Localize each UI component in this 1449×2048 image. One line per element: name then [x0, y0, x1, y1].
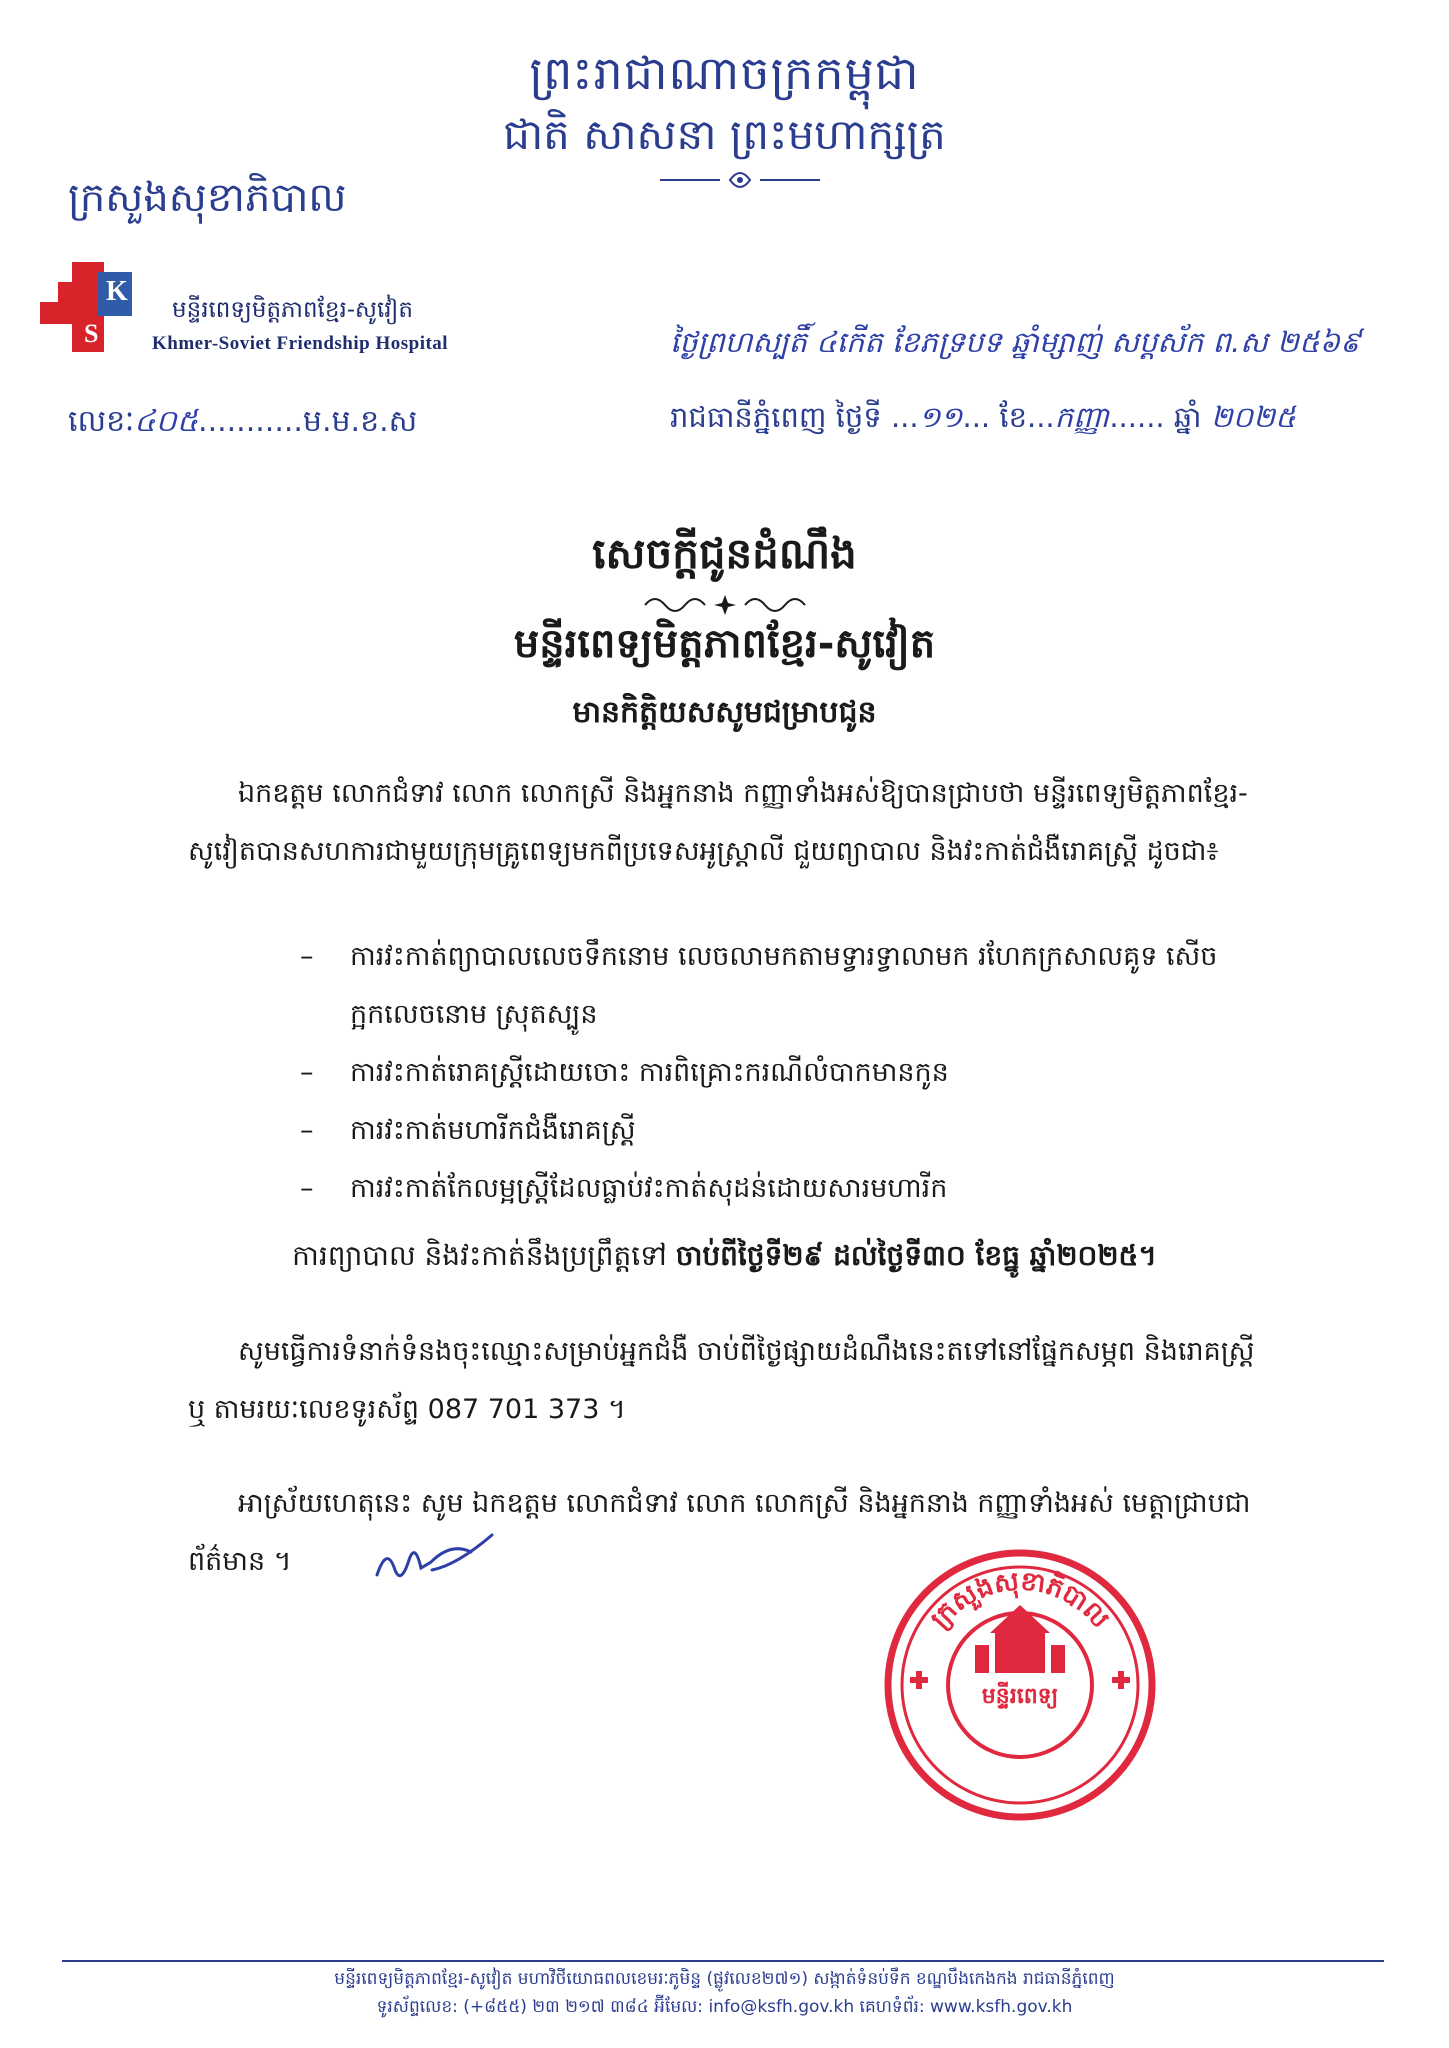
list-item: – ការវះកាត់ព្យាបាលលេចទឹកនោម លេចលាមកតាមទ្វារទ្វាលាមក រហែកក្រសាលគូទ សើចក្អកលេចនោម ស្រុតស្បូន	[300, 928, 1275, 1044]
header-ornament-icon	[660, 160, 820, 200]
footer-divider	[62, 1960, 1384, 1962]
solar-year-label: ឆ្នាំ	[1173, 400, 1202, 434]
footer-address: មន្ទីរពេទ្យមិត្តភាពខ្មែរ-សូវៀត មហាវិថីយោធពលខេមរៈភូមិន្ទ (ផ្លូវលេខ២៧១) សង្កាត់ទំនប់ទឹក ខណ្ឌបឹងកេងកង រាជធានីភ្នំពេញ	[334, 1969, 1115, 1989]
services-list	[300, 928, 1275, 1218]
solar-month-label: ខែ	[999, 400, 1027, 434]
ministry-name: ក្រសួងសុខាភិបាល	[68, 175, 347, 221]
list-dash: –	[300, 1057, 314, 1088]
title-ornament-icon	[640, 590, 810, 620]
solar-date: រាជធានីភ្នំពេញ ថ្ងៃទី ...១១... ខែ...កញ្ញា...... ឆ្នាំ ២០២៥	[670, 400, 1296, 434]
list-dash: –	[300, 941, 314, 972]
title-hospital-name: មន្ទីរពេទ្យមិត្តភាពខ្មែរ-សូវៀត	[513, 621, 936, 667]
solar-month: កញ្ញា	[1054, 400, 1110, 434]
seal-ring-text: ក្រសួងសុខាភិបាល	[924, 1566, 1116, 1635]
solar-day: ១១	[918, 400, 963, 434]
schedule-lead: ការព្យាបាល និងវះកាត់នឹងប្រព្រឹត្តទៅ	[292, 1239, 667, 1272]
hospital-name-english: Khmer-Soviet Friendship Hospital	[152, 333, 449, 354]
list-dash: –	[300, 1115, 314, 1146]
signature-mark	[372, 1530, 512, 1590]
hospital-name-khmer: មន្ទីរពេទ្យមិត្តភាពខ្មែរ-សូវៀត	[172, 297, 413, 323]
contact-paragraph: សូមធ្វើការទំនាក់ទំនងចុះឈ្មោះសម្រាប់អ្នកជំងឺ ចាប់ពីថ្ងៃផ្សាយដំណឹងនេះតទៅនៅផ្នែកសម្ភព និងរោគស្ត្រី ឬ តាមរយៈលេខទូរស័ព្ទ 087 701 373 ។	[188, 1336, 1255, 1425]
svg-text:S: S	[84, 319, 99, 348]
lunar-date: ថ្ងៃព្រហស្បតិ៍ ៤កើត ខែភទ្របទ ឆ្នាំម្សាញ់ សប្តស័ក ព.ស ២៥៦៩	[670, 325, 1361, 359]
list-dash: –	[300, 1173, 314, 1204]
reference-handwritten-number: ៤០៥	[134, 404, 199, 439]
schedule-line	[0, 1238, 1449, 1279]
list-item: – ការវះកាត់កែលម្អស្ត្រីដែលធ្លាប់វះកាត់សុដន់ដោយសារមហារីក	[300, 1160, 1275, 1218]
list-item: – ការវះកាត់រោគស្ត្រីដោយចោះ ការពិគ្រោះករណីលំបាកមានកូន	[300, 1044, 1275, 1102]
reference-label: លេខៈ	[68, 404, 135, 439]
official-seal	[880, 1545, 1160, 1825]
schedule-dates: ចាប់ពីថ្ងៃទី២៩ ដល់ថ្ងៃទី៣០ ខែធ្នូ ឆ្នាំ២០២៥។	[675, 1239, 1157, 1272]
reference-suffix: ...........ម.ម.ខ.ស	[198, 404, 418, 439]
kingdom-heading: ព្រះរាជាណាចក្រកម្ពុជា	[529, 46, 920, 100]
reference-number	[68, 402, 417, 446]
intro-paragraph: ឯកឧត្តម លោកជំទាវ លោក លោកស្រី និងអ្នកនាង កញ្ញាទាំងអស់ឱ្យបានជ្រាបថា មន្ទីរពេទ្យមិត្តភាពខ្មែរ-សូវៀតបានសហការជាមួយក្រុមគ្រូពេទ្យមកពីប្រទេសអូស្ត្រាលី ជួយព្យាបាល និងវះកាត់ជំងឺរោគស្ត្រី ដូចជា៖	[188, 778, 1248, 867]
national-motto: ជាតិ សាសនា ព្រះមហាក្សត្រ	[503, 110, 946, 159]
seal-center-text: មន្ទីរពេទ្យ	[981, 1684, 1059, 1709]
footer-contacts: ទូរស័ព្ទលេខ: (+៨៥៥) ២៣ ២១៧ ៣៨៤ អ៊ីមែល: info@ksfh.gov.kh គេហទំព័រ: www.ksfh.gov.kh	[376, 1997, 1073, 2017]
solar-year: ២០២៥	[1210, 400, 1296, 434]
svg-text:K: K	[106, 276, 128, 307]
title-subheading: មានកិត្តិយសសូមជម្រាបជូន	[572, 695, 877, 730]
list-item: – ការវះកាត់មហារីកជំងឺរោគស្ត្រី	[300, 1102, 1275, 1160]
solar-date-prefix: រាជធានីភ្នំពេញ ថ្ងៃទី	[670, 400, 882, 434]
closing-paragraph: អាស្រ័យហេតុនេះ សូម ឯកឧត្តម លោកជំទាវ លោក លោកស្រី និងអ្នកនាង កញ្ញាទាំងអស់ មេត្តាជ្រាបជាព័ត៌មាន ។	[188, 1488, 1251, 1577]
notice-title: សេចក្តីជូនដំណឹង	[592, 529, 857, 578]
